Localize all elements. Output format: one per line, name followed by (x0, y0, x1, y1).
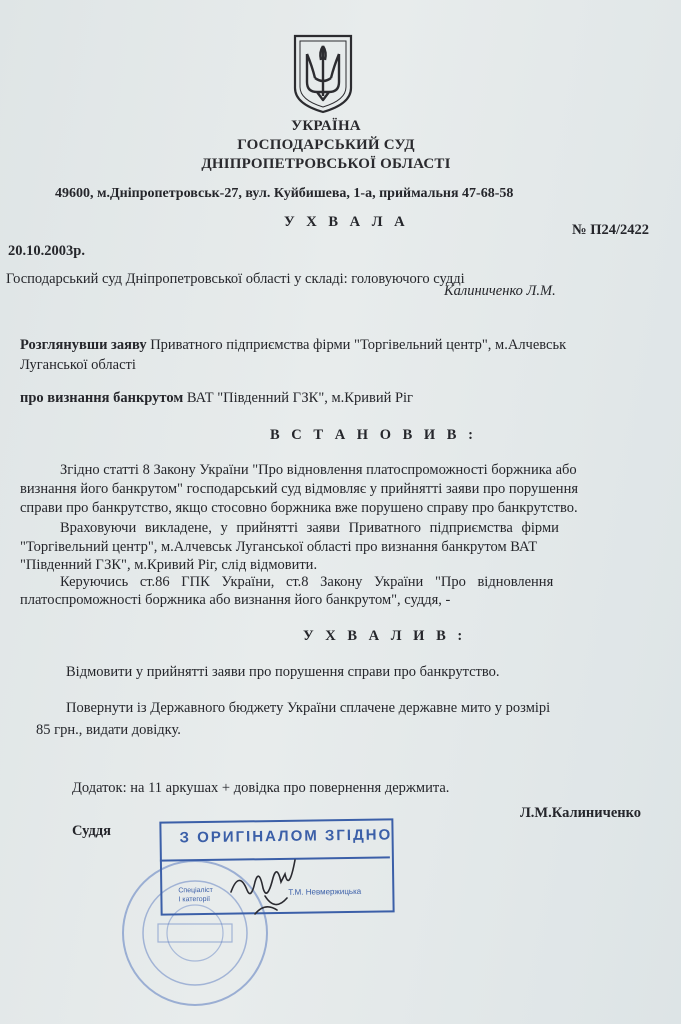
decision-1: Відмовити у прийнятті заяви про порушення справи про банкрутство. (66, 664, 500, 680)
considered-bold: Розглянувши заяву (20, 337, 147, 353)
presiding-judge: Калиниченко Л.М. (444, 283, 556, 299)
attachment-note: Додаток: на 11 аркушах + довідка про повернення держмита. (72, 780, 450, 796)
document-number: № П24/2422 (572, 222, 650, 238)
stamp-official-name: Т.М. Невмержицька (288, 886, 362, 897)
trident-emblem-icon (291, 30, 355, 114)
bankruptcy-bold: про визнання банкрутом (20, 390, 184, 406)
decision-2-line2: 85 грн., видати довідку. (36, 722, 181, 738)
para2-line1: Враховуючи викладене, у прийнятті заяви Приватного підприємства фірми (60, 520, 559, 536)
considered-line (20, 337, 566, 354)
stamp-title: З ОРИГІНАЛОМ ЗГІДНО (179, 826, 393, 847)
established-heading: В С Т А Н О В И В : (270, 427, 477, 443)
header-region: ДНІПРОПЕТРОВСЬКОЇ ОБЛАСТІ (201, 156, 451, 172)
bankruptcy-subject (20, 390, 413, 407)
bankruptcy-rest: ВАТ "Південний ГЗК", м.Кривий Ріг (183, 390, 414, 406)
document-title: У Х В А Л А (284, 214, 409, 230)
header-court: ГОСПОДАРСЬКИЙ СУД (237, 137, 415, 153)
document-date: 20.10.2003р. (8, 243, 85, 259)
judge-signature-name: Л.М.Калиниченко (520, 805, 642, 821)
para2-line3: "Південний ГЗК", м.Кривий Ріг, слід відмовити. (20, 557, 318, 573)
para2-line2: "Торгівельний центр", м.Алчевськ Луганської області про визнання банкрутом ВАТ (20, 539, 538, 555)
para3-line1: Керуючись ст.86 ГПК України, ст.8 Закону України "Про відновлення (60, 574, 554, 590)
handwritten-signature-icon (225, 852, 315, 922)
para1-line3: справи про банкрутство, якщо стосовно боржника вже порушено справу про банкрутство. (20, 500, 578, 516)
stamp-position-2: І категорії (178, 895, 211, 904)
resolved-heading: У Х В А Л И В : (303, 628, 467, 644)
court-composition: Господарський суд Дніпропетровської області у складі: головуючого судді (6, 271, 465, 287)
para1-line1: Згідно статті 8 Закону України "Про відновлення платоспроможності боржника або (60, 462, 577, 478)
header-country: УКРАЇНА (291, 118, 361, 134)
judge-label: Суддя (72, 823, 111, 839)
considered-rest: Приватного підприємства фірми "Торгівельний центр", м.Алчевськ (146, 337, 567, 353)
header-address: 49600, м.Дніпропетровськ-27, вул. Куйбишева, 1-а, приймальня 47-68-58 (55, 186, 514, 201)
stamp-position-1: Спеціаліст (178, 886, 213, 895)
para3-line2: платоспроможності боржника або визнання його банкрутом", суддя, - (20, 592, 451, 608)
considered-line-2: Луганської області (20, 357, 136, 373)
decision-2-line1: Повернути із Державного бюджету України сплачене державне мито у розмірі (66, 700, 551, 716)
para1-line2: визнання його банкрутом" господарський суд відмовляє у прийнятті заяви про порушення (20, 481, 578, 497)
